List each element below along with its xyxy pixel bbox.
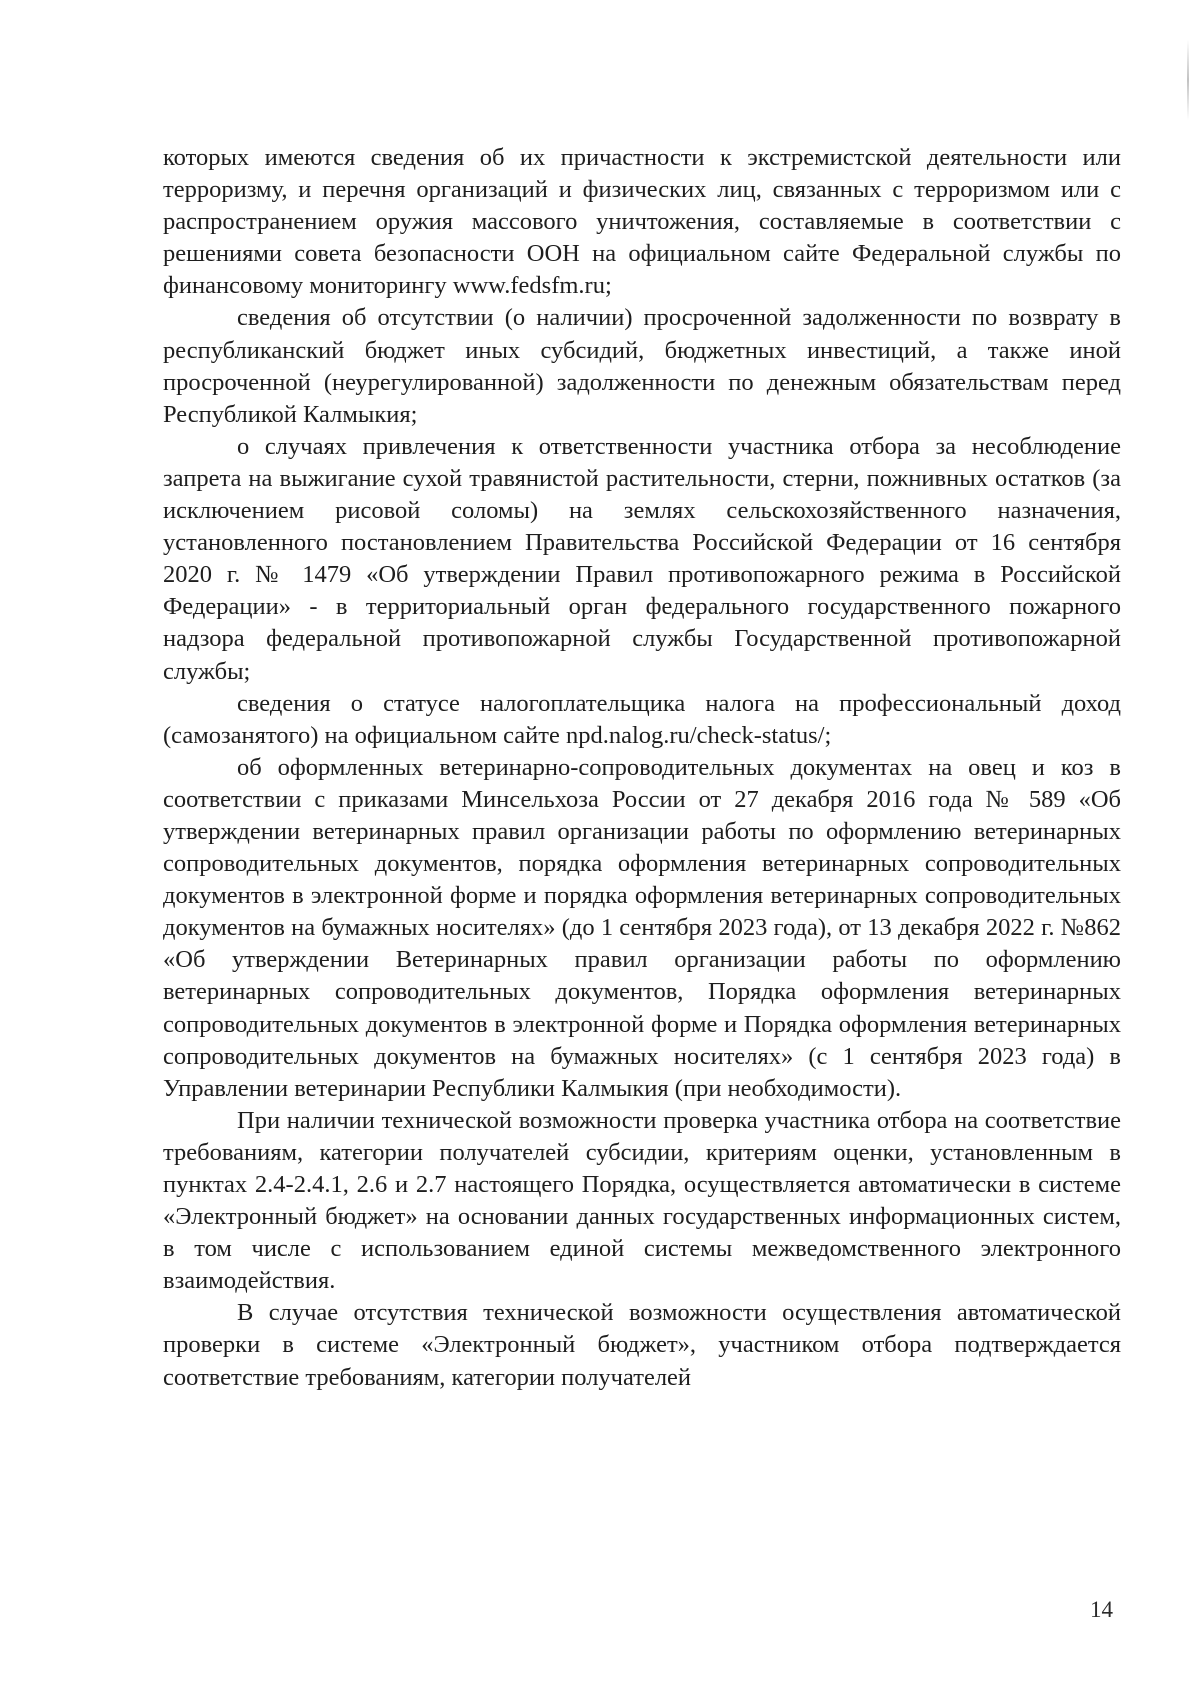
paragraph-manual-confirmation: В случае отсутствия технической возможности осуществления автоматической проверки в системе «Электронный бюджет», участником отбора подтверждается соответствие требованиям, категории получателей [163,1299,1121,1391]
document-body [163,142,1121,1394]
paragraph-fire-regime-violations: о случаях привлечения к ответственности участника отбора за несоблюдение запрета на выжигание сухой травянистой растительности, стерни, пожнивных остатков (за исключением рисовой соломы) на землях сельскохозяйственного назначения, установленного постановлением Правительства Российской Федерации от 16 сентября 2020 г. № 1479 «Об утверждении Правил противопожарного режима в Российской Федерации» - в территориальный орган федерального государственного пожарного надзора федеральной противопожарной службы Государственной противопожарной службы; [163,432,1121,685]
scan-edge-mark [1187,40,1189,120]
paragraph-continuation-terrorism-lists: которых имеются сведения об их причастности к экстремистской деятельности или терроризму, и перечня организаций и физических лиц, связанных с терроризмом или с распространением оружия массового уничтожения, составляемые в соответствии с решениями совета безопасности ООН на официальном сайте Федеральной службы по финансовому мониторингу www.fedsfm.ru; [163,144,1121,300]
paragraph-self-employed-status: сведения о статусе налогоплательщика налога на профессиональный доход (самозанятого) на официальном сайте npd.nalog.ru/check-status/; [163,689,1121,749]
paragraph-automatic-check: При наличии технической возможности проверка участника отбора на соответствие требованиям, категории получателей субсидии, критериям оценки, установленным в пунктах 2.4-2.4.1, 2.6 и 2.7 настоящего Порядка, осуществляется автоматически в системе «Электронный бюджет» на основании данных государственных информационных систем, в том числе с использованием единой системы межведомственного электронного взаимодействия. [163,1106,1121,1295]
paragraph-overdue-debt: сведения об отсутствии (о наличии) просроченной задолженности по возврату в республиканский бюджет иных субсидий, бюджетных инвестиций, а также иной просроченной (неурегулированной) задолженности по денежным обязательствам перед Республикой Калмыкия; [163,304,1121,428]
paragraph-veterinary-documents: об оформленных ветеринарно-сопроводительных документах на овец и коз в соответствии с приказами Минсельхоза России от 27 декабря 2016 года № 589 «Об утверждении ветеринарных правил организации работы по оформлению ветеринарных сопроводительных документов, порядка оформления ветеринарных сопроводительных документов в электронной форме и порядка оформления ветеринарных сопроводительных документов на бумажных носителях» (до 1 сентября 2023 года), от 13 декабря 2022 г. №862 «Об утверждении Ветеринарных правил организации работы по оформлению ветеринарных сопроводительных документов, Порядка оформления ветеринарных сопроводительных документов в электронной форме и Порядка оформления ветеринарных сопроводительных документов на бумажных носителях» (с 1 сентября 2023 года) в Управлении ветеринарии Республики Калмыкия (при необходимости). [163,753,1121,1102]
page-number: 14 [1090,1597,1113,1622]
